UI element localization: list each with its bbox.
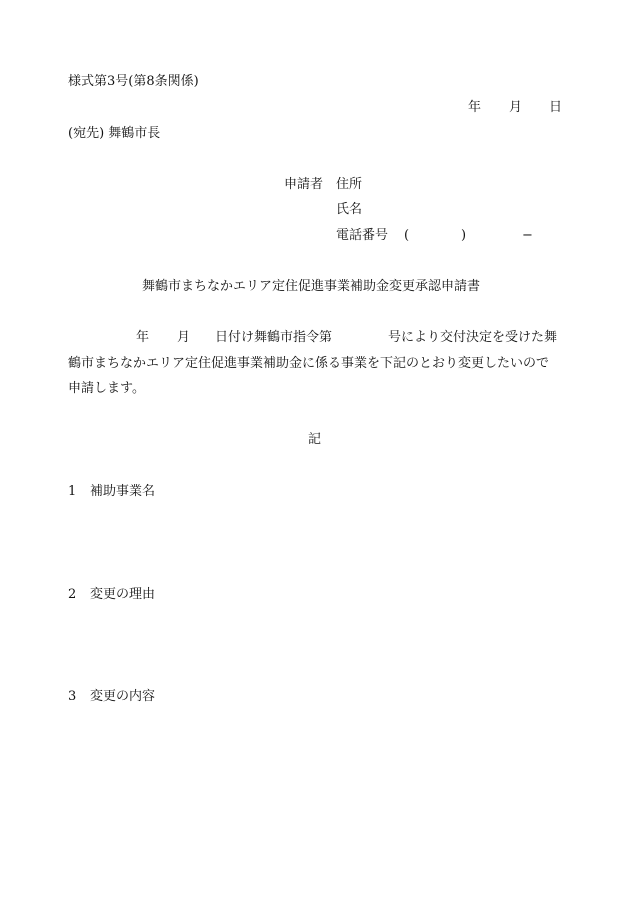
addressee: (宛先) 舞鶴市長 [68,126,161,141]
ki-heading: 記 [308,432,322,447]
phone-label: 電話番号 [336,228,389,243]
body-year: 年 [136,330,150,345]
body-part-a: 日付け舞鶴市指令第 [215,330,333,345]
name-label: 氏名 [336,202,363,217]
item-label: 補助事業名 [90,484,156,499]
body-part-b: 号により交付決定を受けた舞 [388,330,558,345]
date-year: 年 [468,100,482,115]
phone-paren-open: ( [404,228,410,243]
item-label: 変更の内容 [90,689,156,704]
item-number: 3 [68,689,77,704]
item-1 [68,485,155,498]
item-label: 変更の理由 [90,587,156,602]
item-number: 2 [68,587,77,602]
body-line-3: 申請します。 [68,381,145,396]
form-number: 様式第3号(第8条関係) [68,74,199,89]
body-month: 月 [177,330,191,345]
phone-dash: − [522,228,533,243]
body-line-2: 鶴市まちなかエリア定住促進事業補助金に係る事業を下記のとおり変更したいので [68,356,550,371]
item-3 [68,690,155,703]
document-title: 舞鶴市まちなかエリア定住促進事業補助金変更承認申請書 [142,279,481,294]
phone-paren-close: ) [461,228,467,243]
item-2 [68,588,155,601]
date-day: 日 [549,100,563,115]
applicant-label: 申請者 [284,177,324,192]
date-month: 月 [509,100,523,115]
item-number: 1 [68,484,77,499]
address-label: 住所 [336,177,363,192]
